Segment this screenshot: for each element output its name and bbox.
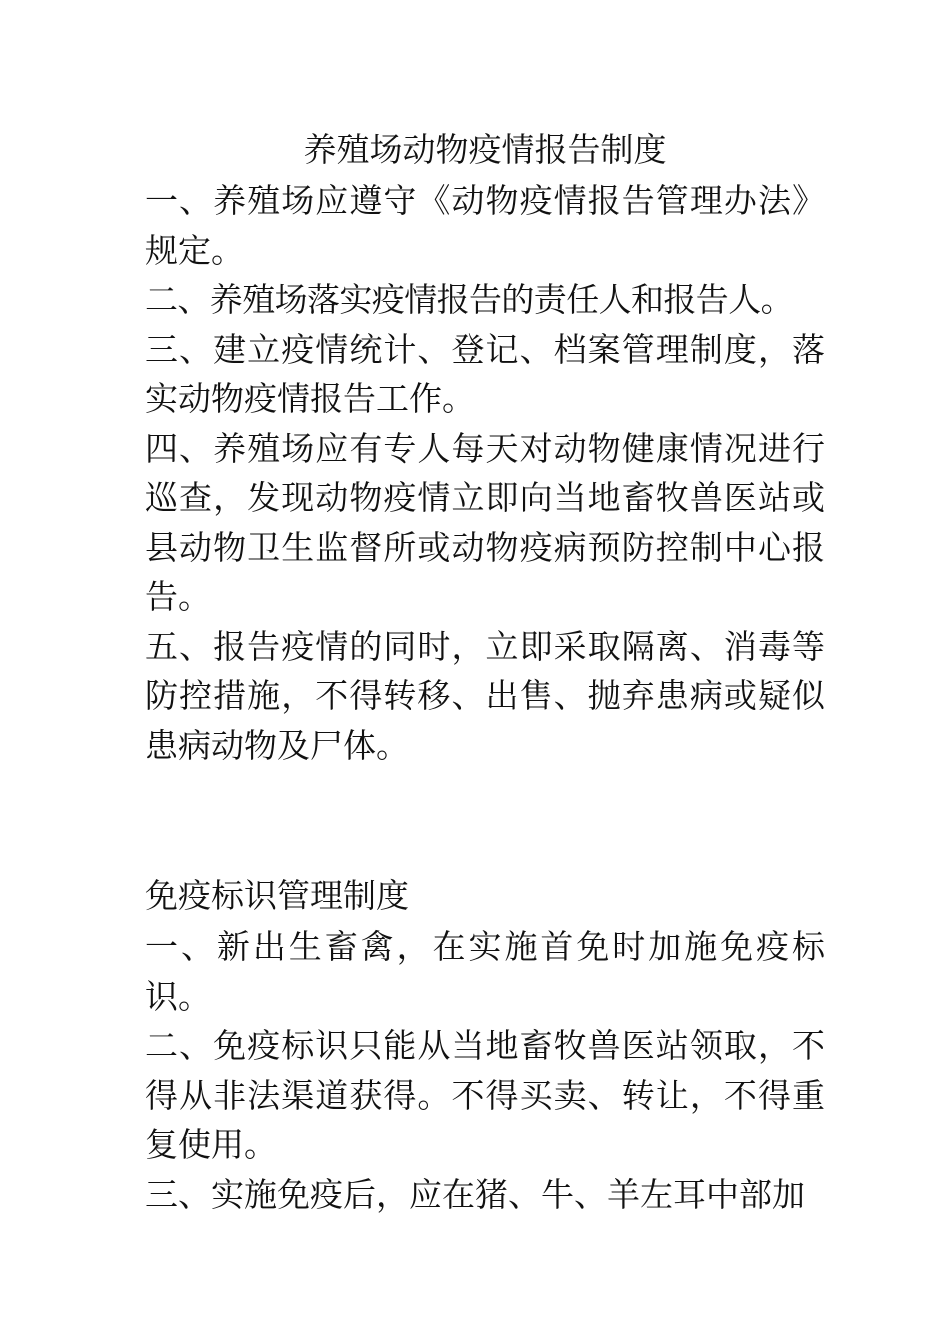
paragraph-1: 一、养殖场应遵守《动物疫情报告管理办法》规定。 bbox=[145, 181, 825, 270]
paragraph-5: 五、报告疫情的同时，立即采取隔离、消毒等防控措施，不得转移、出售、抛弃患病或疑似患病动物及尸体。 bbox=[145, 626, 825, 765]
paragraph-3: 三、实施免疫后，应在猪、牛、羊左耳中部加 bbox=[145, 1174, 805, 1214]
paragraph-1: 一、新出生畜禽，在实施首免时加施免疫标识。 bbox=[145, 927, 825, 1016]
paragraph-4: 四、养殖场应有专人每天对动物健康情况进行巡查，发现动物疫情立即向当地畜牧兽医站或县动物卫生监督所或动物疫病预防控制中心报告。 bbox=[145, 428, 825, 616]
paragraph-3: 三、建立疫情统计、登记、档案管理制度，落实动物疫情报告工作。 bbox=[145, 329, 825, 418]
section-immune-marking bbox=[145, 870, 825, 1219]
paragraph-2: 二、养殖场落实疫情报告的责任人和报告人。 bbox=[145, 280, 794, 319]
section-epidemic-report bbox=[145, 124, 825, 770]
section-title: 免疫标识管理制度 bbox=[145, 876, 409, 915]
section-title: 养殖场动物疫情报告制度 bbox=[303, 130, 667, 169]
paragraph-2: 二、免疫标识只能从当地畜牧兽医站领取，不得从非法渠道获得。不得买卖、转让，不得重复使用。 bbox=[145, 1026, 825, 1164]
